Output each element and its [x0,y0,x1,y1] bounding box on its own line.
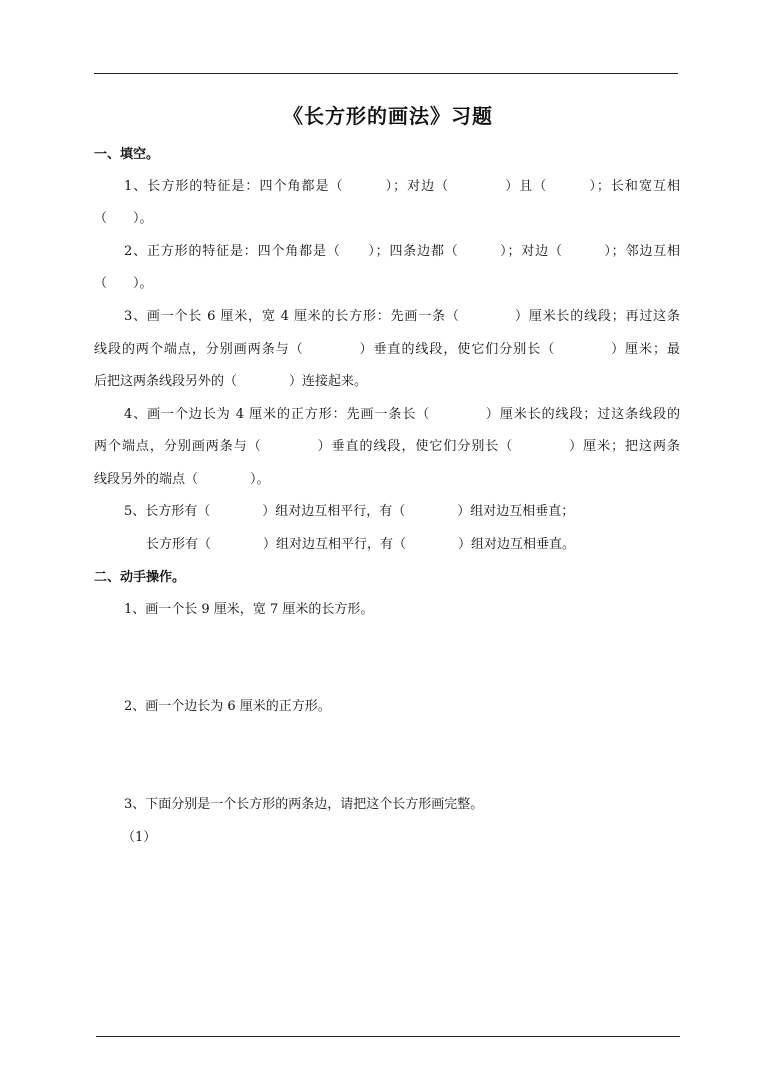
section-heading-hands-on: 二、动手操作。 [94,570,186,585]
question-2-line-1: 2、正方形的特征是：四个角都是（ ）；四条边都（ ）；对边（ ）；邻边互相 [124,244,680,259]
task-3-text: 3、下面分别是一个长方形的两条边，请把这个长方形画完整。 [124,797,484,812]
question-4-line-2: 两个端点，分别画两条与（ ）垂直的线段，使它们分别长（ ）厘米；把这两条 [94,439,680,454]
section-heading-fill-in: 一、填空。 [94,147,160,162]
question-4-line-3: 线段另外的端点（ ）。 [94,472,270,487]
question-5-line-1: 5、长方形有（ ）组对边互相平行，有（ ）组对边互相垂直； [124,504,575,519]
question-5-line-2: 长方形有（ ）组对边互相平行，有（ ）组对边互相垂直。 [146,537,576,552]
question-3-line-1: 3、画一个长 6 厘米，宽 4 厘米的长方形：先画一条（ ）厘米长的线段；再过这条 [124,309,680,324]
task-2-text: 2、画一个边长为 6 厘米的正方形。 [124,699,331,714]
question-1-line-1: 1、长方形的特征是：四个角都是（ ）；对边（ ）且（ ）；长和宽互相 [124,179,680,194]
task-1-text: 1、画一个长 9 厘米，宽 7 厘米的长方形。 [124,602,374,617]
question-3-line-3: 后把这两条线段另外的（ ）连接起来。 [94,374,368,389]
question-1-line-2: （ ）。 [94,211,153,226]
question-2-line-2: （ ）。 [94,276,153,291]
footer-rule [96,1036,680,1037]
task-3-part-1-label: （1） [122,830,157,845]
question-3-line-2: 线段的两个端点，分别画两条与（ ）垂直的线段，使它们分别长（ ）厘米；最 [94,342,680,357]
question-4-line-1: 4、画一个边长为 4 厘米的正方形：先画一条长（ ）厘米长的线段；过这条线段的 [124,407,680,422]
header-rule [94,73,678,74]
document-title: 《长方形的画法》习题 [283,104,493,128]
